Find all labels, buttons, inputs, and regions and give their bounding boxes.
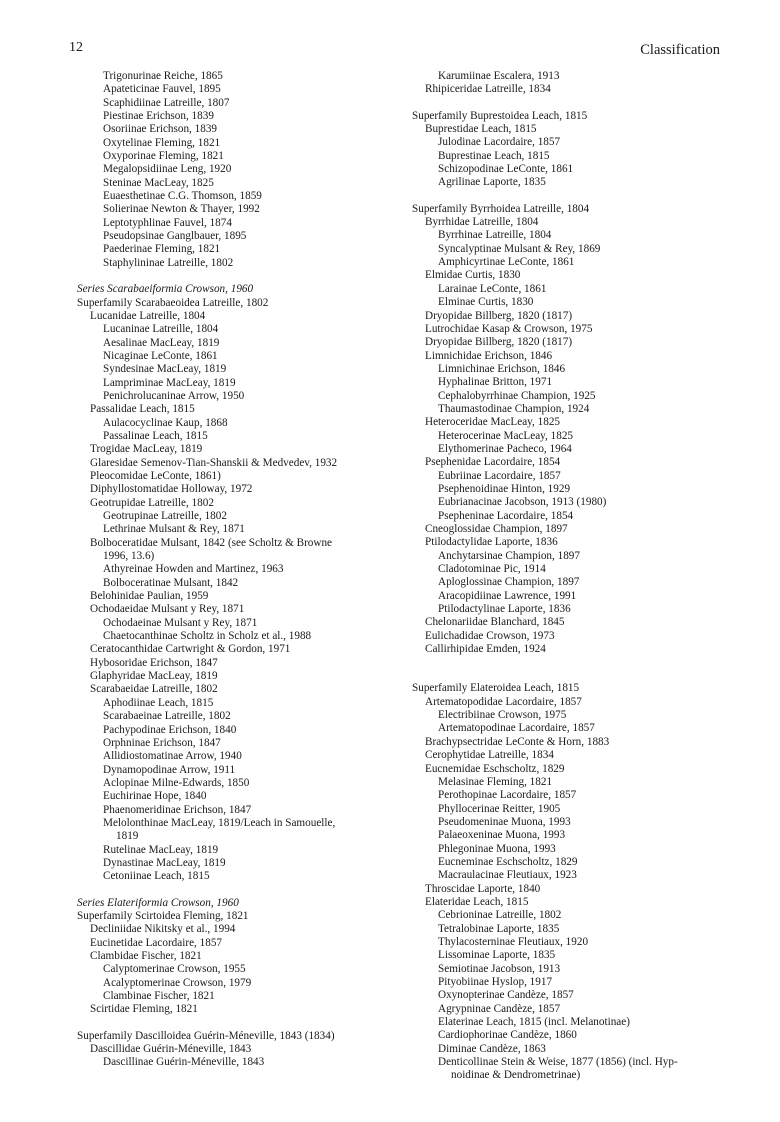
family-entry: Ptilodactylidae Laporte, 1836 (425, 536, 558, 549)
subfamily-entry: Tetralobinae Laporte, 1835 (438, 922, 560, 935)
subfamily-entry: Aphodiinae Leach, 1815 (103, 696, 214, 709)
subfamily-entry: Dynastinae MacLeay, 1819 (103, 856, 226, 869)
subfamily-entry: Eucneminae Eschscholtz, 1829 (438, 855, 578, 868)
family-entry: Dryopidae Billberg, 1820 (1817) (425, 336, 573, 349)
family-entry: Passalidae Leach, 1815 (90, 403, 195, 416)
subfamily-entry: Apateticinae Fauvel, 1895 (103, 83, 221, 96)
family-entry: Diphyllostomatidae Holloway, 1972 (90, 483, 253, 496)
family-entry: Dryopidae Billberg, 1820 (1817) (425, 309, 573, 322)
family-entry: Lutrochidae Kasap & Crowson, 1975 (425, 322, 593, 335)
subfamily-entry: Lampriminae MacLeay, 1819 (103, 376, 236, 389)
family-entry: Ochodaeidae Mulsant y Rey, 1871 (90, 603, 245, 616)
subfamily-entry: Osoriinae Erichson, 1839 (103, 123, 218, 136)
subfamily-entry: Oxytelinae Fleming, 1821 (103, 136, 221, 149)
subfamily-entry: 1996, 13.6) (103, 550, 155, 563)
subfamily-entry: Lethrinae Mulsant & Rey, 1871 (103, 523, 245, 536)
subfamily-entry: Phyllocerinae Reitter, 1905 (438, 802, 561, 815)
family-entry: Throscidae Laporte, 1840 (425, 882, 541, 895)
subfamily-entry: Aesalinae MacLeay, 1819 (103, 336, 220, 349)
family-entry: Ceratocanthidae Cartwright & Gordon, 1971 (90, 643, 291, 656)
series-heading: Series Scarabaeiformia Crowson, 1960 (77, 283, 254, 296)
family-entry: Clambidae Fischer, 1821 (90, 950, 202, 962)
family-entry: Callirhipidae Emden, 1924 (425, 643, 546, 656)
subfamily-entry: Pseudomeninae Muona, 1993 (438, 815, 571, 828)
family-entry: Byrrhidae Latreille, 1804 (425, 216, 539, 229)
family-entry: Artematopodidae Lacordaire, 1857 (425, 695, 582, 708)
running-title: Classification (640, 42, 720, 58)
subfamily-entry: Melasinae Fleming, 1821 (438, 775, 553, 788)
subfamily-entry: Diminae Candèze, 1863 (438, 1042, 546, 1055)
subfamily-entry: Buprestinae Leach, 1815 (438, 149, 550, 162)
section-gap (77, 1017, 427, 1030)
subfamily-entry: Anchytarsinae Champion, 1897 (438, 549, 580, 562)
subfamily-entry: Nicaginae LeConte, 1861 (103, 349, 218, 362)
subfamily-entry: Phlegoninae Muona, 1993 (438, 842, 556, 855)
section-gap (77, 270, 427, 283)
subfamily-entry: Scarabaeinae Latreille, 1802 (103, 710, 231, 723)
subfamily-entry: Trigonurinae Reiche, 1865 (103, 70, 223, 82)
family-entry: Belohinidae Paulian, 1959 (90, 590, 209, 603)
subfamily-entry: Euchirinae Hope, 1840 (103, 790, 207, 803)
subfamily-entry: Clambinae Fischer, 1821 (103, 990, 215, 1003)
subfamily-entry: Aulacocyclinae Kaup, 1868 (103, 416, 228, 429)
subfamily-entry: Aclopinae Milne-Edwards, 1850 (103, 776, 250, 789)
subfamily-entry: Pachypodinae Erichson, 1840 (103, 723, 237, 736)
family-entry: Decliniidae Nikitsky et al., 1994 (90, 923, 236, 936)
subfamily-entry: Elminae Curtis, 1830 (438, 296, 534, 309)
family-entry: Dascillidae Guérin-Méneville, 1843 (90, 1043, 252, 1056)
subfamily-entry: Eubrianacinae Jacobson, 1913 (1980) (438, 496, 607, 509)
subfamily-entry: Denticollinae Stein & Weise, 1877 (1856) (incl. Hyp- (438, 1056, 678, 1069)
superfamily-heading: Superfamily Buprestoidea Leach, 1815 (412, 109, 588, 122)
subfamily-entry: Cardiophorinae Candèze, 1860 (438, 1029, 577, 1042)
subfamily-entry: Semiotinae Jacobson, 1913 (438, 962, 561, 975)
series-heading: Series Elateriformia Crowson, 1960 (77, 896, 239, 909)
family-entry: Brachypsectridae LeConte & Horn, 1883 (425, 735, 610, 748)
subfamily-entry: Megalopsidiinae Leng, 1920 (103, 163, 232, 176)
subfamily-entry: Scaphidiinae Latreille, 1807 (103, 96, 230, 109)
subfamily-entry: Oxyporinae Fleming, 1821 (103, 150, 224, 163)
subfamily-entry: Geotrupinae Latreille, 1802 (103, 510, 227, 522)
subfamily-entry: Agrypninae Candèze, 1857 (438, 1002, 561, 1015)
right-column (412, 70, 732, 1083)
subfamily-entry: Euaesthetinae C.G. Thomson, 1859 (103, 190, 262, 203)
family-entry: Glaresidae Semenov-Tian-Shanskii & Medvedev, 1932 (90, 456, 338, 469)
subfamily-entry: Allidiostomatinae Arrow, 1940 (103, 750, 242, 763)
family-entry: Elateridae Leach, 1815 (425, 895, 529, 908)
subfamily-entry: Palaeoxeninae Muona, 1993 (438, 829, 566, 842)
subfamily-entry: Lissominae Laporte, 1835 (438, 949, 556, 962)
subfamily-entry: Penichrolucaninae Arrow, 1950 (103, 389, 245, 402)
subfamily-entry: Ochodaeinae Mulsant y Rey, 1871 (103, 616, 258, 629)
subfamily-entry: Karumiinae Escalera, 1913 (438, 70, 560, 82)
family-entry: Limnichidae Erichson, 1846 (425, 349, 553, 362)
section-gap (412, 656, 732, 669)
left-column (77, 70, 427, 1070)
subfamily-entry: Lucaninae Latreille, 1804 (103, 323, 219, 336)
superfamily-heading: Superfamily Scirtoidea Fleming, 1821 (77, 909, 249, 922)
section-gap (412, 190, 732, 203)
family-entry: Psephenidae Lacordaire, 1854 (425, 456, 561, 469)
subfamily-entry: Bolboceratinae Mulsant, 1842 (103, 576, 239, 589)
family-entry: Buprestidae Leach, 1815 (425, 123, 537, 136)
subfamily-entry: Psepheninae Lacordaire, 1854 (438, 509, 574, 522)
family-entry: Eucinetidae Lacordaire, 1857 (90, 936, 223, 949)
subfamily-entry: Acalyptomerinae Crowson, 1979 (103, 976, 252, 989)
subfamily-entry: Julodinae Lacordaire, 1857 (438, 136, 561, 149)
section-gap (412, 669, 732, 682)
subfamily-entry: Thylacosterninae Fleutiaux, 1920 (438, 935, 589, 948)
subfamily-entry: Chaetocanthinae Scholtz in Scholz et al., 1988 (103, 630, 312, 643)
subfamily-entry: Oxynopterinae Candèze, 1857 (438, 989, 574, 1002)
family-entry: Bolboceratidae Mulsant, 1842 (see Scholtz & Browne (90, 536, 333, 549)
family-entry: Trogidae MacLeay, 1819 (90, 443, 203, 456)
subfamily-entry: Dascillinae Guérin-Méneville, 1843 (103, 1056, 265, 1069)
subfamily-entry: Heterocerinae MacLeay, 1825 (438, 429, 574, 442)
subfamily-entry: Amphicyrtinae LeConte, 1861 (438, 256, 575, 269)
family-entry: Elmidae Curtis, 1830 (425, 269, 521, 282)
subfamily-entry: Staphylininae Latreille, 1802 (103, 256, 234, 269)
subfamily-entry: Hyphalinae Britton, 1971 (438, 376, 553, 389)
family-entry: Eucnemidae Eschscholtz, 1829 (425, 762, 565, 775)
section-gap (77, 884, 427, 897)
family-entry: Eulichadidae Crowson, 1973 (425, 629, 555, 642)
subfamily-entry: Athyreinae Howden and Martinez, 1963 (103, 563, 284, 576)
subfamily-entry: Elaterinae Leach, 1815 (incl. Melanotinae) (438, 1016, 630, 1029)
subfamily-entry: Passalinae Leach, 1815 (103, 429, 208, 442)
subfamily-entry: Cladotominae Pic, 1914 (438, 563, 546, 576)
subfamily-entry: Thaumastodinae Champion, 1924 (438, 402, 590, 415)
family-entry: Geotrupidae Latreille, 1802 (90, 496, 214, 509)
subfamily-entry: Psephenoidinae Hinton, 1929 (438, 482, 571, 495)
family-entry: Hybosoridae Erichson, 1847 (90, 656, 218, 669)
subfamily-entry: Pityobiinae Hyslop, 1917 (438, 976, 553, 988)
page-number: 12 (69, 40, 83, 55)
subfamily-entry: Orphninae Erichson, 1847 (103, 736, 221, 749)
subfamily-entry: Macraulacinae Fleutiaux, 1923 (438, 869, 577, 882)
subfamily-entry: Elythomerinae Pacheco, 1964 (438, 442, 572, 455)
subfamily-entry: Solierinae Newton & Thayer, 1992 (103, 203, 260, 216)
continuation-line: noidinae & Dendrometrinae) (451, 1069, 581, 1082)
superfamily-heading: Superfamily Scarabaeoidea Latreille, 1802 (77, 296, 269, 309)
family-entry: Heteroceridae MacLeay, 1825 (425, 416, 561, 429)
subfamily-entry: Syndesinae MacLeay, 1819 (103, 363, 227, 376)
subfamily-entry: Leptotyphlinae Fauvel, 1874 (103, 216, 232, 229)
subfamily-entry: Larainae LeConte, 1861 (438, 282, 547, 295)
superfamily-heading: Superfamily Byrrhoidea Latreille, 1804 (412, 202, 590, 215)
family-entry: Scirtidae Fleming, 1821 (90, 1003, 198, 1016)
section-gap (412, 97, 732, 110)
subfamily-entry: Schizopodinae LeConte, 1861 (438, 163, 574, 176)
family-entry: Chelonariidae Blanchard, 1845 (425, 616, 565, 629)
subfamily-entry: Artematopodinae Lacordaire, 1857 (438, 722, 595, 735)
subfamily-entry: Paederinae Fleming, 1821 (103, 243, 221, 256)
family-entry: Pleocomidae LeConte, 1861) (90, 469, 221, 482)
family-entry: Rhipiceridae Latreille, 1834 (425, 83, 551, 96)
continuation-line: 1819 (116, 830, 139, 843)
superfamily-heading: Superfamily Dascilloidea Guérin-Méneville, 1843 (1834) (77, 1029, 335, 1042)
superfamily-heading: Superfamily Elateroidea Leach, 1815 (412, 682, 580, 695)
subfamily-entry: Byrrhinae Latreille, 1804 (438, 229, 552, 242)
subfamily-entry: Electribiinae Crowson, 1975 (438, 709, 567, 722)
family-entry: Lucanidae Latreille, 1804 (90, 309, 206, 322)
subfamily-entry: Pseudopsinae Ganglbauer, 1895 (103, 230, 247, 243)
subfamily-entry: Agrilinae Laporte, 1835 (438, 176, 546, 189)
subfamily-entry: Rutelinae MacLeay, 1819 (103, 843, 219, 856)
subfamily-entry: Cephalobyrrhinae Champion, 1925 (438, 389, 596, 402)
subfamily-entry: Dynamopodinae Arrow, 1911 (103, 763, 236, 776)
subfamily-entry: Ptilodactylinae Laporte, 1836 (438, 603, 571, 616)
subfamily-entry: Limnichinae Erichson, 1846 (438, 362, 566, 375)
subfamily-entry: Cebrioninae Latreille, 1802 (438, 909, 562, 922)
subfamily-entry: Aploglossinae Champion, 1897 (438, 576, 580, 589)
subfamily-entry: Steninae MacLeay, 1825 (103, 176, 214, 189)
subfamily-entry: Syncalyptinae Mulsant & Rey, 1869 (438, 242, 601, 255)
subfamily-entry: Calyptomerinae Crowson, 1955 (103, 963, 246, 976)
family-entry: Cerophytidae Latreille, 1834 (425, 749, 554, 762)
subfamily-entry: Melolonthinae MacLeay, 1819/Leach in Samouelle, (103, 816, 336, 829)
family-entry: Glaphyridae MacLeay, 1819 (90, 670, 218, 683)
family-entry: Cneoglossidae Champion, 1897 (425, 523, 568, 535)
subfamily-entry: Perothopinae Lacordaire, 1857 (438, 789, 577, 802)
family-entry: Scarabaeidae Latreille, 1802 (90, 683, 218, 696)
subfamily-entry: Phaenomeridinae Erichson, 1847 (103, 803, 252, 816)
subfamily-entry: Eubriinae Lacordaire, 1857 (438, 469, 561, 482)
subfamily-entry: Aracopidiinae Lawrence, 1991 (438, 589, 577, 602)
subfamily-entry: Cetoniinae Leach, 1815 (103, 870, 210, 883)
subfamily-entry: Piestinae Erichson, 1839 (103, 110, 214, 123)
